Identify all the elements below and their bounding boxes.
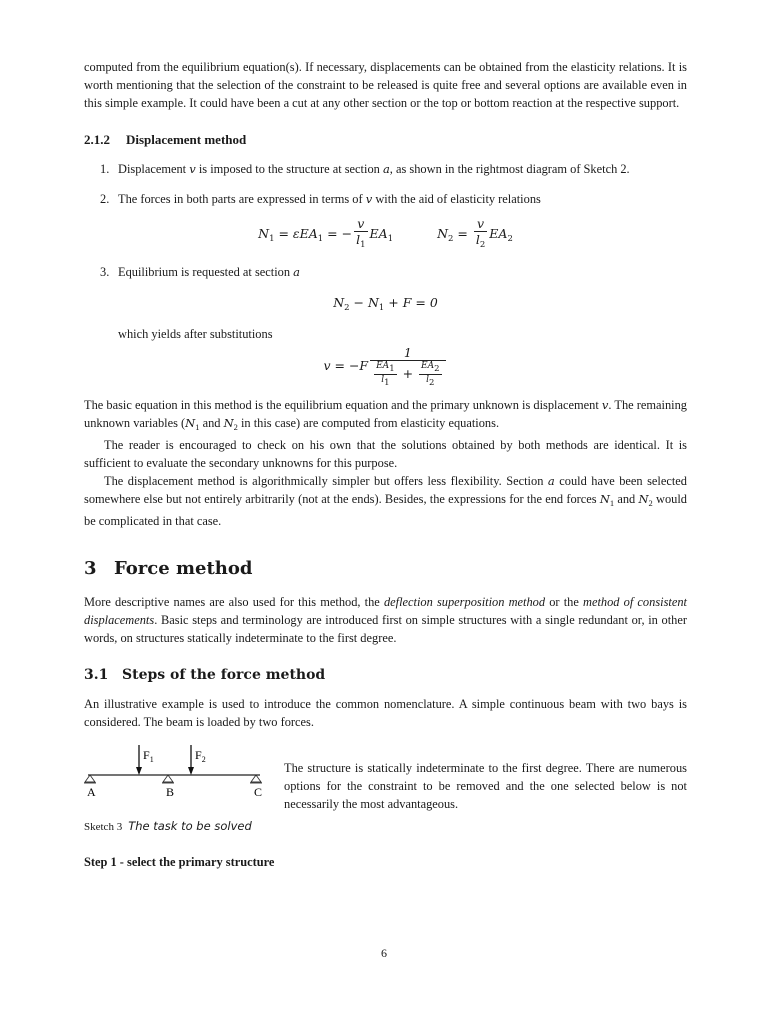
math-a: a: [293, 265, 301, 279]
sketch-side-text: The structure is statically indeterminate to the first degree. There are numerous options for the constraint to be removed and the one selected below is not necessarily the most advantageous.: [284, 761, 687, 811]
list-number: 3.: [100, 265, 110, 279]
item-text: , as shown in the rightmost diagram of Sketch 2.: [389, 162, 630, 176]
equation-solution: v = −F 1 $\frac{EA1}{l1}$ + $\frac{EA2}{l2}$: [84, 345, 687, 388]
math-a: a: [382, 162, 390, 176]
label-a: A: [87, 785, 96, 799]
list-item-3: [84, 263, 687, 281]
label-f2: $F_2$: [195, 748, 206, 764]
item-text: with the aid of elasticity relations: [372, 192, 541, 206]
subsection-title: Steps of the force method: [122, 667, 326, 683]
label-c: C: [254, 785, 263, 799]
support-c-icon: [251, 775, 261, 782]
beam-diagram: [84, 741, 274, 807]
item-text: Displacement: [118, 162, 190, 176]
item-text: is imposed to the structure at section: [195, 162, 383, 176]
support-a-icon: [85, 775, 95, 782]
page-content: [84, 58, 687, 871]
step-1-heading: Step 1 - select the primary structure: [84, 855, 275, 869]
paragraph-displacement: The displacement method is algorithmically simpler but offers less flexibility. Section a could have been selected somewhere else but not entirely arbitrarily (not at the ends). Besides, the expressions for the end forces $N_1$ and $N_2$ would be complicated in that case.: [84, 474, 687, 528]
caption-text: The task to be solved: [128, 819, 252, 833]
page-number: 6: [381, 946, 387, 960]
paragraph-force-method: More descriptive names are also used for this method, the deflection superposition method or the method of consistent displacements. Basic steps and terminology are introduced first on simple structures with a single redundant or, in other words, on structures statically indeterminate to the first degree.: [84, 595, 687, 645]
equation-equilibrium: $N_2 - N_1 + F = 0$: [333, 295, 438, 313]
paragraph-example: An illustrative example is used to introduce the common nomenclature. A simple continuous beam with two bays is considered. The beam is loaded by two forces.: [84, 697, 687, 729]
paragraph-basic-equation: The basic equation in this method is the equilibrium equation and the primary unknown is displacement v. The remaining unknown variables ($N_1$ and $N_2$ in this case) are computed from elasticity equations.: [84, 398, 687, 432]
subsection-number: 3.1: [84, 667, 109, 683]
section-number: 3: [84, 558, 97, 579]
sketch-caption: [84, 819, 687, 833]
item-text: The forces in both parts are expressed in terms of: [118, 192, 366, 206]
list-item-1: [84, 160, 687, 178]
force-f2-arrowhead-icon: [188, 767, 194, 775]
label-f1: $F_1$: [143, 748, 154, 764]
math-v: v: [365, 192, 373, 206]
subsection-heading-2-1-2: [84, 132, 687, 148]
section-title: Force method: [114, 558, 253, 579]
support-b-icon: [163, 775, 173, 782]
fraction: $\frac{v}{l_2}$: [475, 216, 486, 250]
section-heading-3: [84, 558, 687, 579]
fraction: $\frac{v}{l_1}$: [356, 216, 366, 250]
subsection-title: Displacement method: [126, 132, 247, 147]
caption-label: Sketch 3: [84, 821, 123, 833]
equation-elasticity: $N_1 = \varepsilon EA_1$ = − $\frac{v}{l_1}$ $EA_1$ $N_2$ = $\frac{v}{l_2}$ $EA_2$: [84, 216, 687, 253]
math-v: v: [189, 162, 196, 176]
list-number: 1.: [100, 162, 110, 176]
intro-paragraph: computed from the equilibrium equation(s). If necessary, displacements can be obtained from the elasticity relations. It is worth mentioning that the selection of the constraint to be released is quite free and several options are available even in this simple example. It could have been a cut at any other section or the top or bottom reaction at the respective support.: [84, 60, 687, 110]
subsection-heading-3-1: [84, 667, 687, 683]
list-number: 2.: [100, 192, 110, 206]
label-b: B: [166, 785, 175, 799]
yields-text: which yields after substitutions: [118, 327, 273, 341]
paragraph-reader: The reader is encouraged to check on his own that the solutions obtained by both methods are identical. It is sufficient to evaluate the secondary unknowns for this purpose.: [84, 438, 687, 470]
subsection-number: 2.1.2: [84, 132, 110, 147]
list-item-2: [84, 190, 687, 208]
sketch-3: [84, 741, 687, 811]
fraction: 1 $\frac{EA1}{l1}$ + $\frac{EA2}{l2}$: [370, 345, 445, 388]
item-text: Equilibrium is requested at section: [118, 265, 294, 279]
force-f1-arrowhead-icon: [136, 767, 142, 775]
